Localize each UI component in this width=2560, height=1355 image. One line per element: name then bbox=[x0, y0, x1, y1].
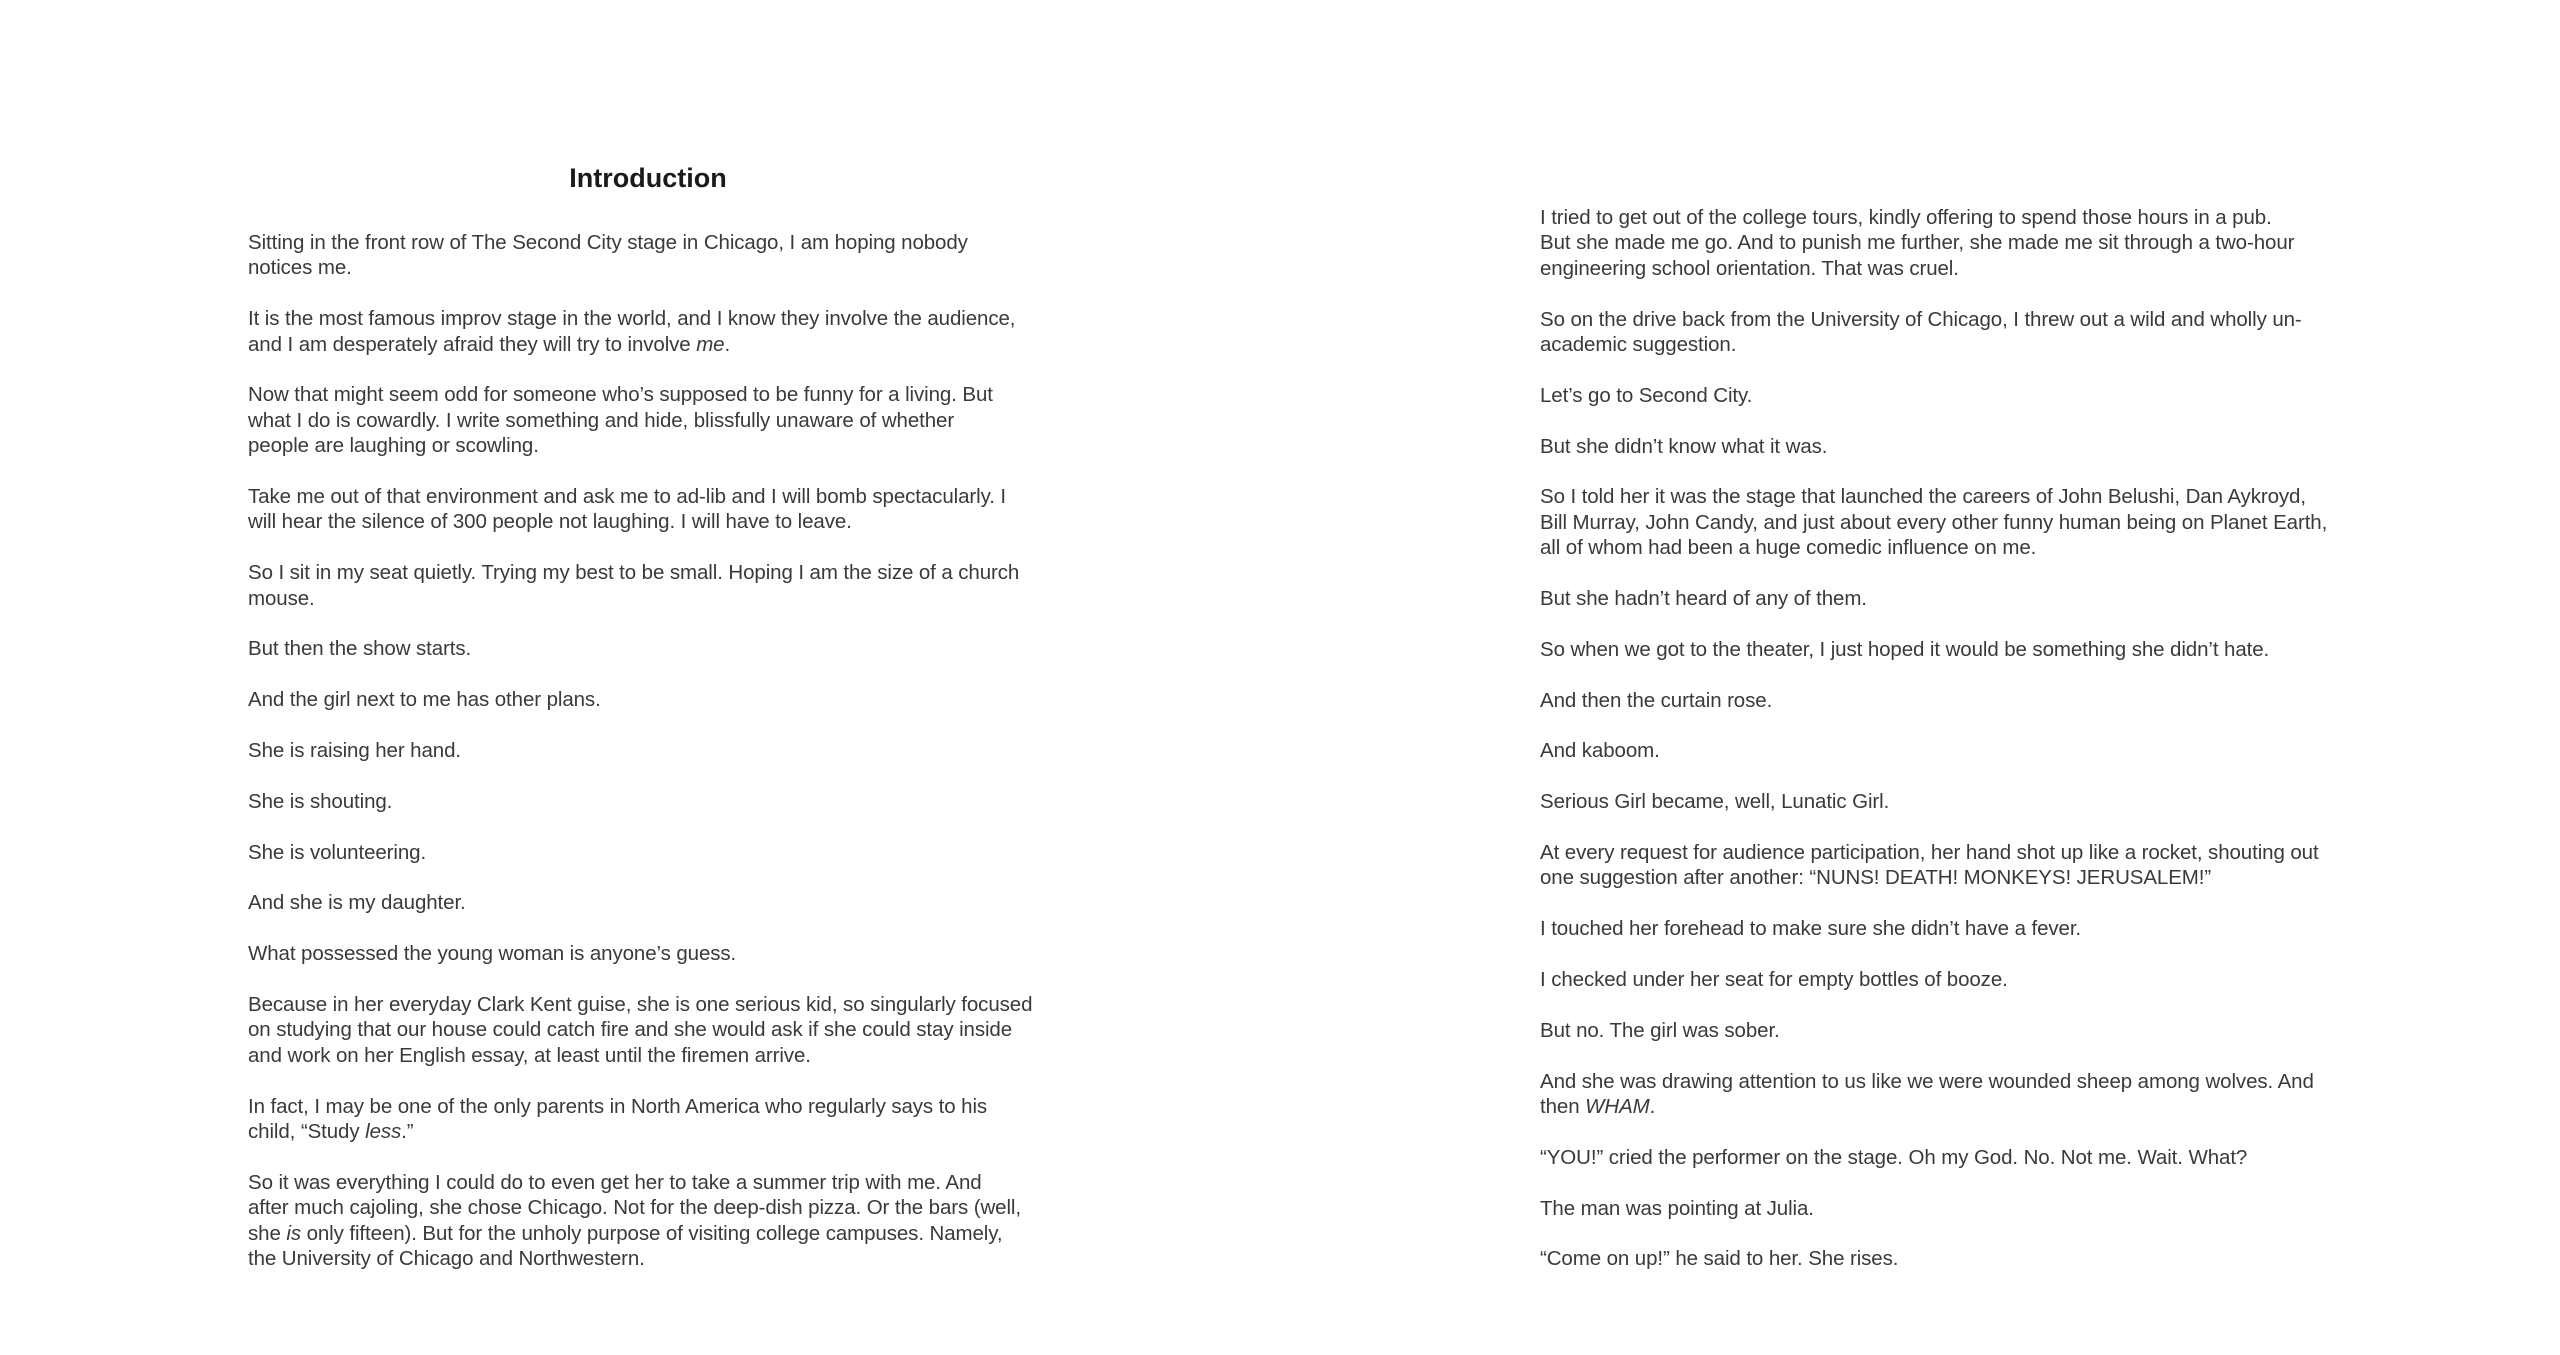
paragraph: Now that might seem odd for someone who’s supposed to be funny for a living. But what I do is cowardly. I write something and hide, blissfully unaware of whether people are laughing or scowling. bbox=[248, 383, 993, 458]
paragraph: Let’s go to Second City. bbox=[1540, 383, 1753, 407]
paragraph: Serious Girl became, well, Lunatic Girl. bbox=[1540, 790, 1890, 814]
paragraph: She is volunteering. bbox=[248, 840, 427, 864]
paragraph: Because in her everyday Clark Kent guise, she is one serious kid, so singularly focused on studying that our house could catch fire and she would ask if she could stay inside and work on her English essay, at least until the firemen arrive. bbox=[248, 993, 1033, 1067]
paragraph: So when we got to the theater, I just hoped it would be something she didn’t hate. bbox=[1540, 637, 2270, 661]
paragraph: So it was everything I could do to even get her to take a summer trip with me. And after much cajoling, she chose Chicago. Not for the deep-dish pizza. Or the bars (well, she is only fifteen). But for the unholy purpose of visiting college campuses. Namely, the University of Chicago and Northwestern. bbox=[248, 1170, 1021, 1271]
paragraph: But no. The girl was sober. bbox=[1540, 1018, 1780, 1042]
paragraph: Sitting in the front row of The Second City stage in Chicago, I am hoping nobody notices me. bbox=[248, 231, 968, 280]
paragraph: But she hadn’t heard of any of them. bbox=[1540, 587, 1867, 611]
paragraph: But then the show starts. bbox=[248, 637, 472, 661]
right-page-body bbox=[1540, 205, 2370, 1297]
paragraph: She is shouting. bbox=[248, 789, 393, 813]
left-page-body bbox=[248, 230, 1048, 1297]
paragraph: So on the drive back from the University of Chicago, I threw out a wild and wholly un- academic suggestion. bbox=[1540, 307, 2302, 357]
paragraph: And then the curtain rose. bbox=[1540, 688, 1773, 712]
right-page bbox=[1540, 0, 2370, 1355]
paragraph: I touched her forehead to make sure she didn’t have a fever. bbox=[1540, 917, 2082, 941]
paragraph: “Come on up!” he said to her. She rises. bbox=[1540, 1247, 1899, 1271]
paragraph: I checked under her seat for empty bottles of booze. bbox=[1540, 968, 2008, 991]
paragraph: I tried to get out of the college tours, kindly offering to spend those hours in a pub. But she made me go. And to punish me further, she made me sit through a two-hour engineering school orientation. That was cruel. bbox=[1540, 206, 2295, 280]
paragraph: The man was pointing at Julia. bbox=[1540, 1196, 1814, 1220]
paragraph: Take me out of that environment and ask me to ad-lib and I will bomb spectacularly. I will hear the silence of 300 people not laughing. I will have to leave. bbox=[248, 485, 1006, 534]
paragraph: But she didn’t know what it was. bbox=[1540, 434, 1828, 458]
paragraph: At every request for audience participation, her hand shot up like a rocket, shouting out one suggestion after another: “NUNS! DEATH! MONKEYS! JERUSALEM!” bbox=[1540, 841, 2319, 890]
paragraph: And the girl next to me has other plans. bbox=[248, 688, 601, 712]
paragraph: “YOU!” cried the performer on the stage. Oh my God. No. Not me. Wait. What? bbox=[1540, 1145, 2248, 1169]
paragraph: In fact, I may be one of the only parents in North America who regularly says to his child, “Study less.” bbox=[248, 1094, 988, 1144]
left-page bbox=[248, 0, 1048, 1355]
paragraph: And she was drawing attention to us like we were wounded sheep among wolves. And then WHAM. bbox=[1540, 1069, 2314, 1118]
paragraph: What possessed the young woman is anyone’s guess. bbox=[248, 942, 737, 966]
paragraph: She is raising her hand. bbox=[248, 739, 461, 763]
paragraph: So I told her it was the stage that launched the careers of John Belushi, Dan Aykroyd, Bill Murray, John Candy, and just about every other funny human being on Planet Earth, all of whom had been a huge comedic influence on me. bbox=[1540, 485, 2328, 560]
paragraph: And she is my daughter. bbox=[248, 891, 466, 915]
paragraph: So I sit in my seat quietly. Trying my best to be small. Hoping I am the size of a church mouse. bbox=[248, 561, 1020, 610]
paragraph: It is the most famous improv stage in the world, and I know they involve the audience, and I am desperately afraid they will try to involve me. bbox=[248, 307, 1016, 356]
page-title: Introduction bbox=[569, 163, 727, 193]
paragraph: And kaboom. bbox=[1540, 739, 1660, 763]
